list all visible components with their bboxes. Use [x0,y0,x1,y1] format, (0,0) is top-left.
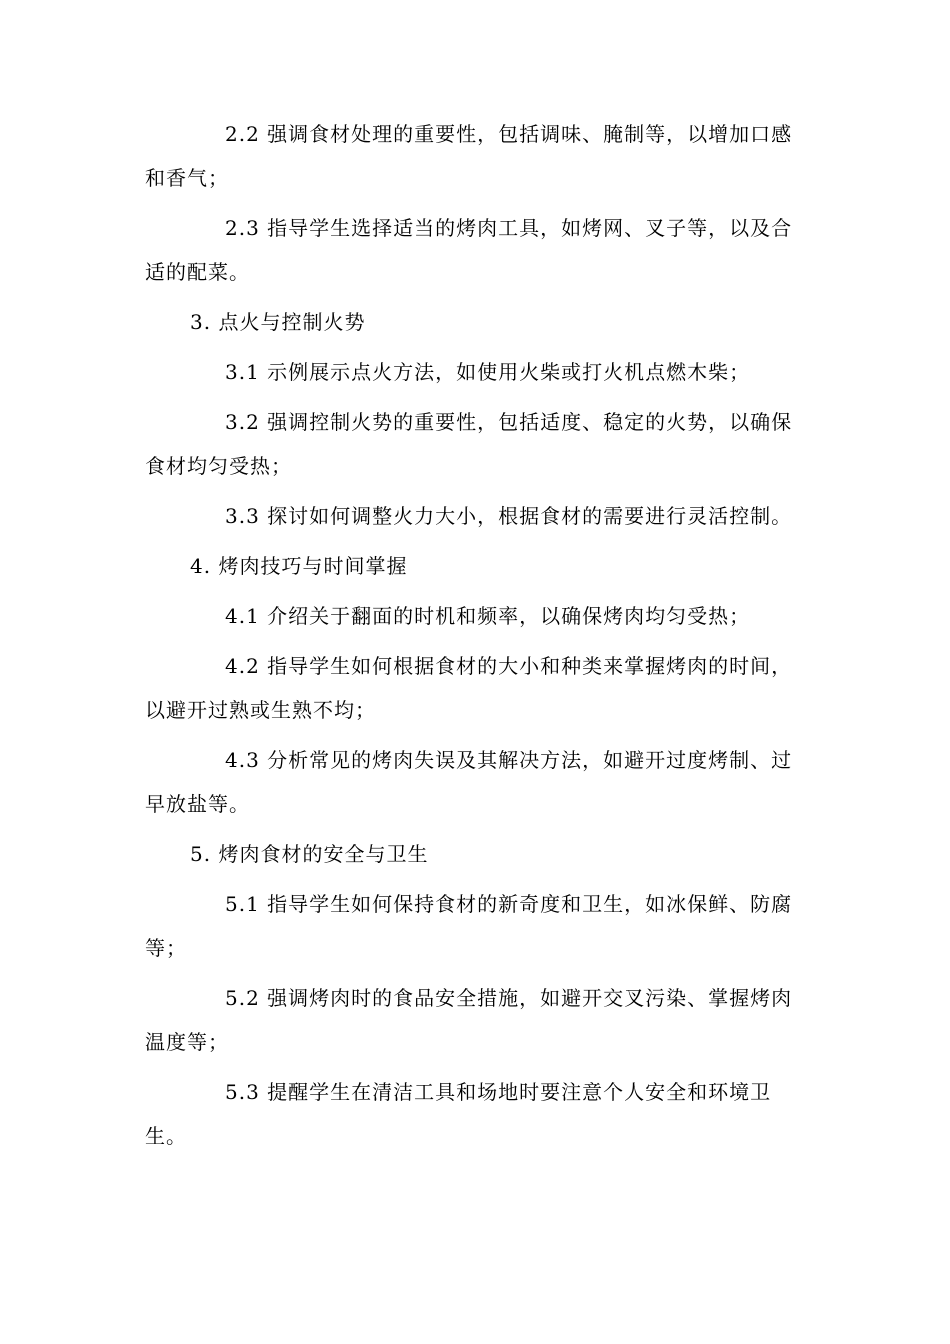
paragraph-4-2: 4.2 指导学生如何根据食材的大小和种类来掌握烤肉的时间，以避开过熟或生熟不均； [145,654,793,722]
paragraph-3-3: 3.3 探讨如何调整火力大小，根据食材的需要进行灵活控制。 [225,504,793,528]
document-page [145,112,810,1164]
paragraph-3-1: 3.1 示例展示点火方法，如使用火柴或打火机点燃木柴； [225,360,751,384]
paragraph-4-1: 4.1 介绍关于翻面的时机和频率，以确保烤肉均匀受热； [225,604,751,628]
section-heading-4: 4. 烤肉技巧与时间掌握 [190,554,408,578]
paragraph-3-2: 3.2 强调控制火势的重要性，包括适度、稳定的火势，以确保食材均匀受热； [145,410,793,478]
paragraph-2-2: 2.2 强调食材处理的重要性，包括调味、腌制等，以增加口感和香气； [145,122,793,190]
paragraph-5-2: 5.2 强调烤肉时的食品安全措施，如避开交叉污染、掌握烤肉温度等； [145,986,793,1054]
paragraph-5-1: 5.1 指导学生如何保持食材的新奇度和卫生，如冰保鲜、防腐等； [145,892,793,960]
section-heading-3: 3. 点火与控制火势 [190,310,366,334]
paragraph-4-3: 4.3 分析常见的烤肉失误及其解决方法，如避开过度烤制、过早放盐等。 [145,748,793,816]
section-heading-5: 5. 烤肉食材的安全与卫生 [190,842,429,866]
paragraph-2-3: 2.3 指导学生选择适当的烤肉工具，如烤网、叉子等，以及合适的配菜。 [145,216,793,284]
paragraph-5-3: 5.3 提醒学生在清洁工具和场地时要注意个人安全和环境卫生。 [145,1080,772,1148]
